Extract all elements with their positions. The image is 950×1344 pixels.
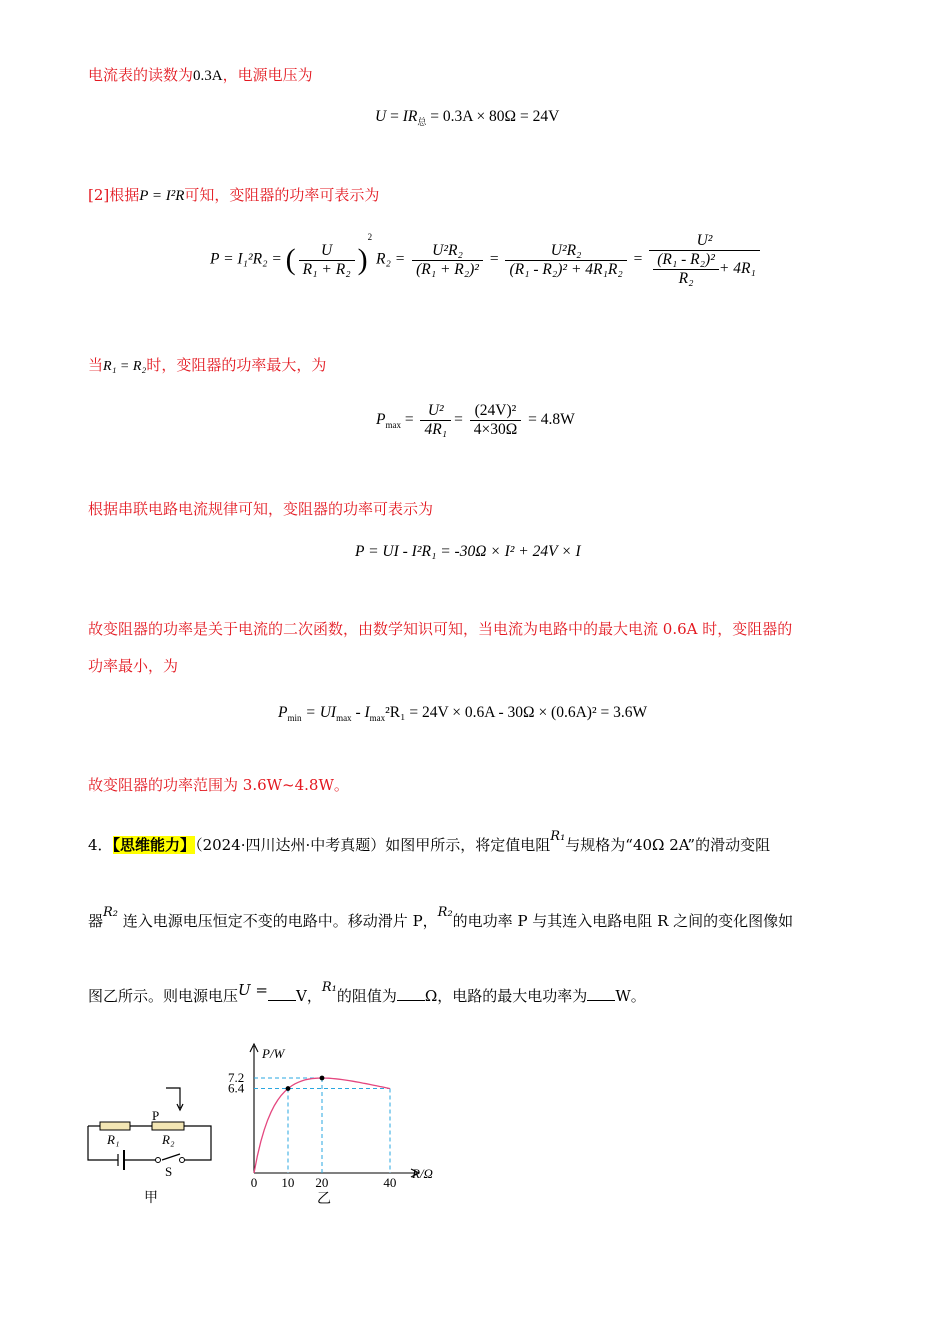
data-point-1	[320, 1076, 325, 1081]
answer-line-1: 电流表的读数为0.3A，电源电压为	[88, 66, 313, 84]
data-point-0	[286, 1086, 291, 1091]
question-4-line-3: 图乙所示。则电源电压U = V，R₁的阻值为 Ω，电路的最大电功率为 W。	[88, 980, 646, 1005]
question-4-line-2: 器R₂ 连入电源电压恒定不变的电路中。移动滑片 P，R₂的电功率 P 与其连入电路电阻 R 之间的变化图像如	[88, 905, 794, 930]
answer-line-5a: 故变阻器的功率是关于电流的二次函数，由数学知识可知，当电流为电路中的最大电流 0.6A 时，变阻器的	[88, 620, 793, 638]
circuit-diagram	[80, 1080, 225, 1210]
caption-yi: 乙	[317, 1191, 331, 1207]
x-tick-20: 20	[315, 1175, 329, 1190]
x-tick-0: 0	[250, 1175, 258, 1190]
x-axis-label: R/Ω	[412, 1166, 433, 1181]
x-tick-10: 10	[281, 1175, 295, 1190]
question-4-line-1: 4．【思维能力】（2024·四川达州·中考真题）如图甲所示，将定值电阻R₁与规格为“40Ω 2A”的滑动变阻	[88, 829, 771, 854]
answer-line-3: 当R₁ = R₂时，变阻器的功率最大，为	[88, 356, 327, 374]
answer-line-5b: 功率最小，为	[88, 657, 179, 675]
caption-jia: 甲	[144, 1190, 158, 1206]
chart-axes	[250, 1044, 419, 1177]
label-switch-s: S	[165, 1164, 173, 1179]
resistor-r1	[100, 1122, 130, 1130]
equation-pmax: $P_{max}$ = $\frac{\text{U²}}{\text{4R₁}}$ = $\frac{\text{(24V)²}}{4\times 30\Omega}$ = 4.8W	[376, 402, 575, 438]
answer-blank-max-power[interactable]	[587, 1000, 615, 1001]
label-r1: R₁	[107, 1132, 120, 1147]
answer-blank-resistance[interactable]	[397, 1000, 425, 1001]
equation-pmin: $P_{min} = UI_{max} - I_{max}^2R_1 = 24V \times 0.6A - 30\Omega \times (0.6A)^2 = 3.6W$	[278, 704, 648, 724]
answer-blank-voltage[interactable]	[268, 1000, 296, 1001]
y-tick-6.4: 6.4	[228, 1080, 245, 1096]
power-resistance-chart	[222, 1038, 452, 1218]
skill-tag: 【思维能力】	[112, 836, 196, 854]
y-axis-label: P/W	[262, 1046, 285, 1061]
equation-power-quadratic: P = UI - I²R₁ = -30Ω × I² + 24V × I	[355, 543, 581, 560]
answer-line-2: [2]根据P = I²R可知，变阻器的功率可表示为	[88, 186, 380, 204]
equation-power-expression: P = I₁²R₂ = ( $\frac{U}{\text{R₁ + R₂}}$ )$^2$ R₂ = $\frac{\text{U²R₂}}{\text{(R₁ + R₂)²}}$ = $\frac{\text{U²R₂}}{\text{(R₁ - R₂)² + 4R₁R₂}}$ = U² $\frac{\text{(R₁ - R₂)²}}{\text{R₂}}$ + 4R₁	[210, 232, 763, 288]
label-slider-p: P	[152, 1108, 160, 1123]
answer-conclusion: 故变阻器的功率范围为 3.6W~4.8W。	[88, 776, 349, 794]
answer-line-4: 根据串联电路电流规律可知，变阻器的功率可表示为	[88, 500, 434, 518]
y-tick-7.2: 7.2	[228, 1070, 245, 1085]
x-tick-40: 40	[383, 1175, 397, 1190]
label-r2: R₂	[162, 1132, 175, 1147]
equation-voltage: $U = IR_总 = 0.3A \times 80\Omega = 24V$	[375, 108, 560, 128]
resistor-r2	[152, 1122, 184, 1130]
